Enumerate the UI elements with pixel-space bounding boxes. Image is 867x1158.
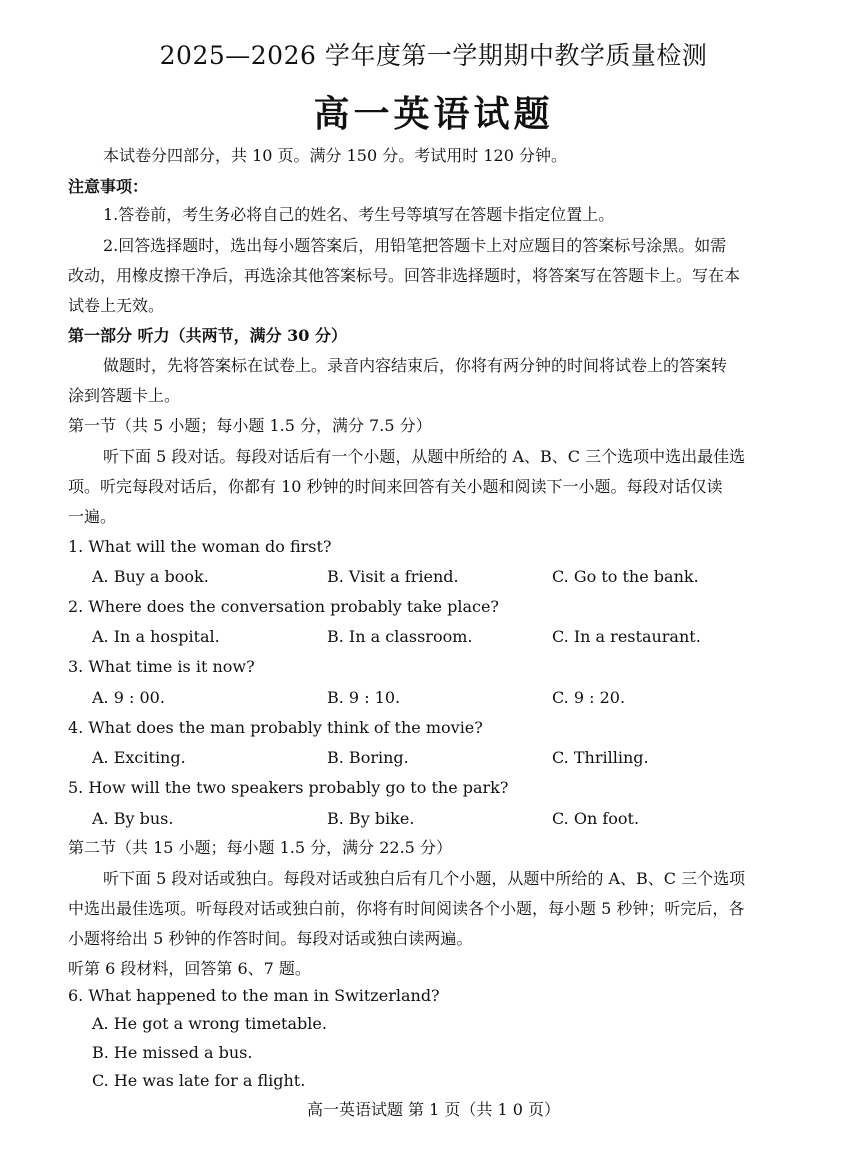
notice-item-2-line-2: 改动，用橡皮擦干净后，再选涂其他答案标号。回答非选择题时，将答案写在答题卡上。写在本: [68, 266, 741, 285]
section2-desc-line-3: 小题将给出 5 秒钟的作答时间。每段对话或独白读两遍。: [68, 929, 473, 948]
intro-line: 本试卷分四部分，共 10 页。满分 150 分。考试用时 120 分钟。: [103, 146, 567, 165]
question-5-option-b: B. By bike.: [327, 809, 415, 828]
question-4-option-b: B. Boring.: [327, 748, 409, 767]
question-5-option-a: A. By bus.: [92, 809, 174, 828]
question-5-option-c: C. On foot.: [552, 809, 640, 828]
section1-desc-line-1: 听下面 5 段对话。每段对话后有一个小题，从题中所给的 A、B、C 三个选项中选出最佳选: [103, 447, 746, 466]
question-2-option-b: B. In a classroom.: [327, 627, 473, 646]
section1-heading: 第一节（共 5 小题；每小题 1.5 分，满分 7.5 分）: [68, 416, 432, 435]
question-4-option-c: C. Thrilling.: [552, 748, 649, 767]
part1-heading: 第一部分 听力（共两节，满分 30 分）: [68, 326, 347, 345]
question-2-option-a: A. In a hospital.: [92, 627, 220, 646]
question-6-option-c: C. He was late for a flight.: [92, 1071, 306, 1090]
question-4: 4. What does the man probably think of the movie?: [68, 718, 483, 737]
question-2-option-c: C. In a restaurant.: [552, 627, 701, 646]
material-6-instruction: 听第 6 段材料，回答第 6、7 题。: [68, 959, 311, 978]
question-6-option-a: A. He got a wrong timetable.: [92, 1014, 327, 1033]
exam-name: 2025—2026 学年度第一学期期中教学质量检测: [159, 41, 708, 70]
part1-desc-line-1: 做题时，先将答案标在试卷上。录音内容结束后，你将有两分钟的时间将试卷上的答案转: [103, 356, 728, 375]
question-3-option-b: B. 9 : 10.: [327, 688, 401, 707]
notice-heading: 注意事项：: [68, 177, 149, 196]
question-6-option-b: B. He missed a bus.: [92, 1043, 253, 1062]
notice-item-2-line-1: 2.回答选择题时，选出每小题答案后，用铅笔把答题卡上对应题目的答案标号涂黑。如需: [103, 236, 727, 255]
question-6: 6. What happened to the man in Switzerland?: [68, 986, 440, 1005]
section2-heading: 第二节（共 15 小题；每小题 1.5 分，满分 22.5 分）: [68, 838, 452, 857]
question-5: 5. How will the two speakers probably go to the park?: [68, 778, 509, 797]
question-4-option-a: A. Exciting.: [92, 748, 186, 767]
question-3-option-c: C. 9 : 20.: [552, 688, 626, 707]
section1-desc-line-3: 一遍。: [68, 507, 117, 526]
question-3-option-a: A. 9 : 00.: [92, 688, 165, 707]
notice-item-1: 1.答卷前，考生务必将自己的姓名、考生号等填写在答题卡指定位置上。: [103, 205, 615, 224]
question-2: 2. Where does the conversation probably take place?: [68, 597, 499, 616]
question-1-option-a: A. Buy a book.: [92, 567, 209, 586]
part1-desc-line-2: 涂到答题卡上。: [68, 386, 181, 405]
question-1: 1. What will the woman do first?: [68, 537, 332, 556]
question-1-option-b: B. Visit a friend.: [327, 567, 459, 586]
page-footer: 高一英语试题 第 1 页（共 1 0 页）: [306, 1100, 561, 1119]
section2-desc-line-2: 中选出最佳选项。听每段对话或独白前，你将有时间阅读各个小题，每小题 5 秒钟；听完后，各: [68, 899, 745, 918]
page-title: 高一英语试题: [313, 93, 554, 135]
section2-desc-line-1: 听下面 5 段对话或独白。每段对话或独白后有几个小题，从题中所给的 A、B、C 三个选项: [103, 869, 746, 888]
notice-item-2-line-3: 试卷上无效。: [68, 296, 165, 315]
section1-desc-line-2: 项。听完每段对话后，你都有 10 秒钟的时间来回答有关小题和阅读下一小题。每段对话仅读: [68, 477, 723, 496]
question-1-option-c: C. Go to the bank.: [552, 567, 699, 586]
question-3: 3. What time is it now?: [68, 657, 255, 676]
